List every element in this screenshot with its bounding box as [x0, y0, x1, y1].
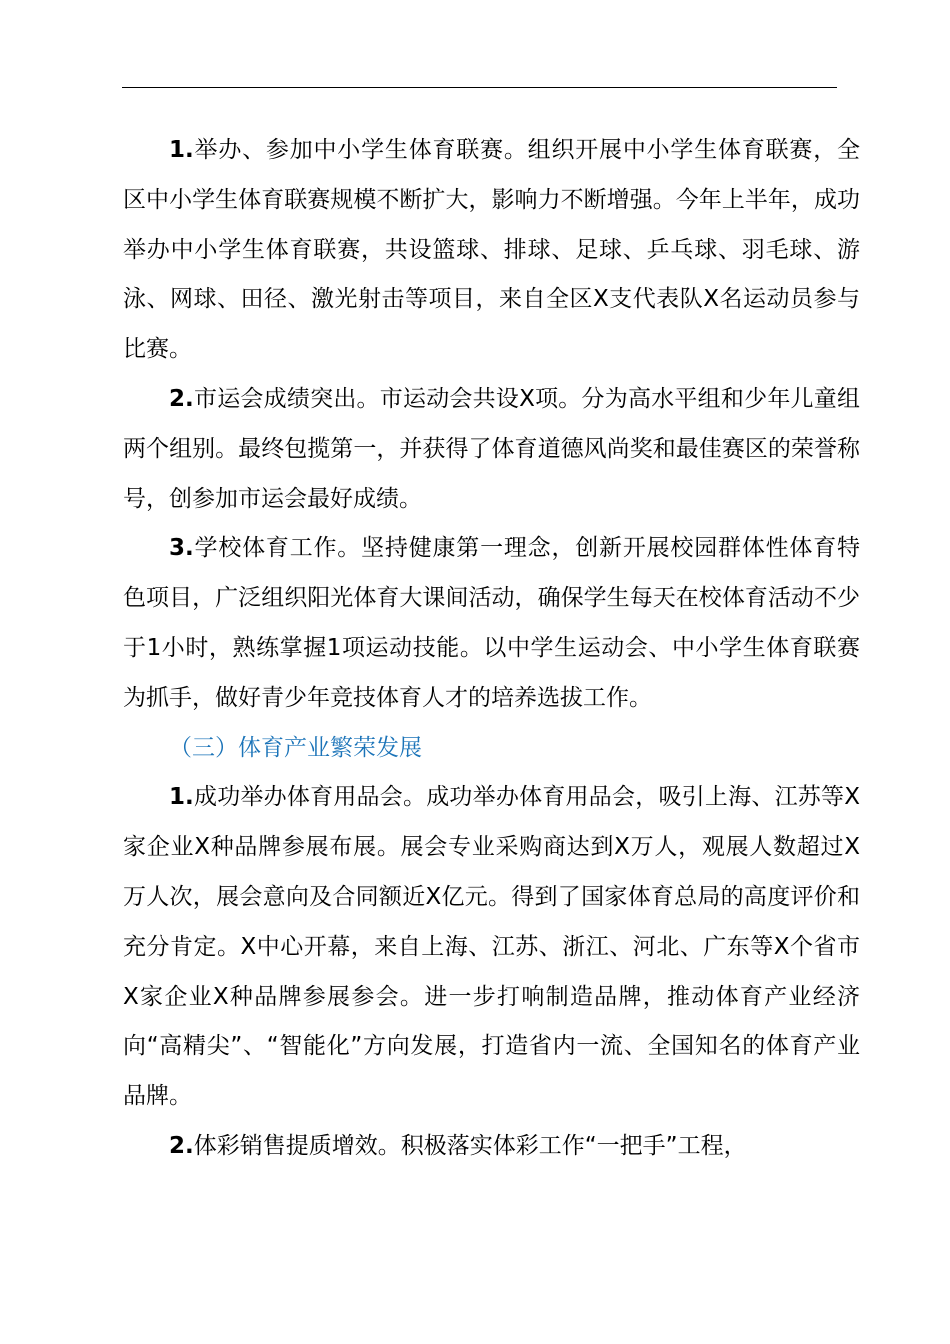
paragraph-number: 2.	[169, 385, 194, 412]
paragraph-number: 2.	[169, 1132, 194, 1159]
paragraph-number: 3.	[169, 535, 194, 562]
paragraph-2	[123, 375, 860, 524]
paragraph-1	[123, 126, 860, 375]
paragraph-text: 学校体育工作。坚持健康第一理念，创新开展校园群体性体育特色项目，广泛组织阳光体育大课间活动，确保学生每天在校体育活动不少于1小时，熟练掌握1项运动技能。以中学生运动会、中小学生体育联赛为抓手，做好青少年竞技体育人才的培养选拔工作。	[123, 535, 860, 711]
paragraph-number: 1.	[169, 137, 194, 163]
paragraph-text: 市运会成绩突出。市运动会共设X项。分为高水平组和少年儿童组两个组别。最终包揽第一，并获得了体育道德风尚奖和最佳赛区的荣誉称号，创参加市运会最好成绩。	[123, 385, 860, 512]
paragraph-3	[123, 524, 860, 723]
paragraph-number: 1.	[169, 784, 194, 811]
paragraph-text: 体彩销售提质增效。积极落实体彩工作“一把手”工程，	[193, 1132, 747, 1159]
header-rule	[122, 87, 837, 88]
document-body	[123, 126, 860, 1172]
section-heading: （三）体育产业繁荣发展	[169, 734, 422, 761]
paragraph-4	[123, 773, 860, 1122]
paragraph-5	[123, 1122, 860, 1172]
paragraph-text: 成功举办体育用品会。成功举办体育用品会，吸引上海、江苏等X家企业X种品牌参展布展。展会专业采购商达到X万人，观展人数超过X万人次，展会意向及合同额近X亿元。得到了国家体育总局的高度评价和充分肯定。X中心开幕，来自上海、江苏、浙江、河北、广东等X个省市X家企业X种品牌参展参会。进一步打响制造品牌，推动体育产业经济向“高精尖”、“智能化”方向发展，打造省内一流、全国知名的体育产业品牌。	[123, 784, 860, 1110]
paragraph-text: 举办、参加中小学生体育联赛。组织开展中小学生体育联赛，全区中小学生体育联赛规模不断扩大，影响力不断增强。今年上半年，成功举办中小学生体育联赛，共设篮球、排球、足球、乒乓球、羽毛球、游泳、网球、田径、激光射击等项目，来自全区X支代表队X名运动员参与比赛。	[123, 137, 860, 363]
